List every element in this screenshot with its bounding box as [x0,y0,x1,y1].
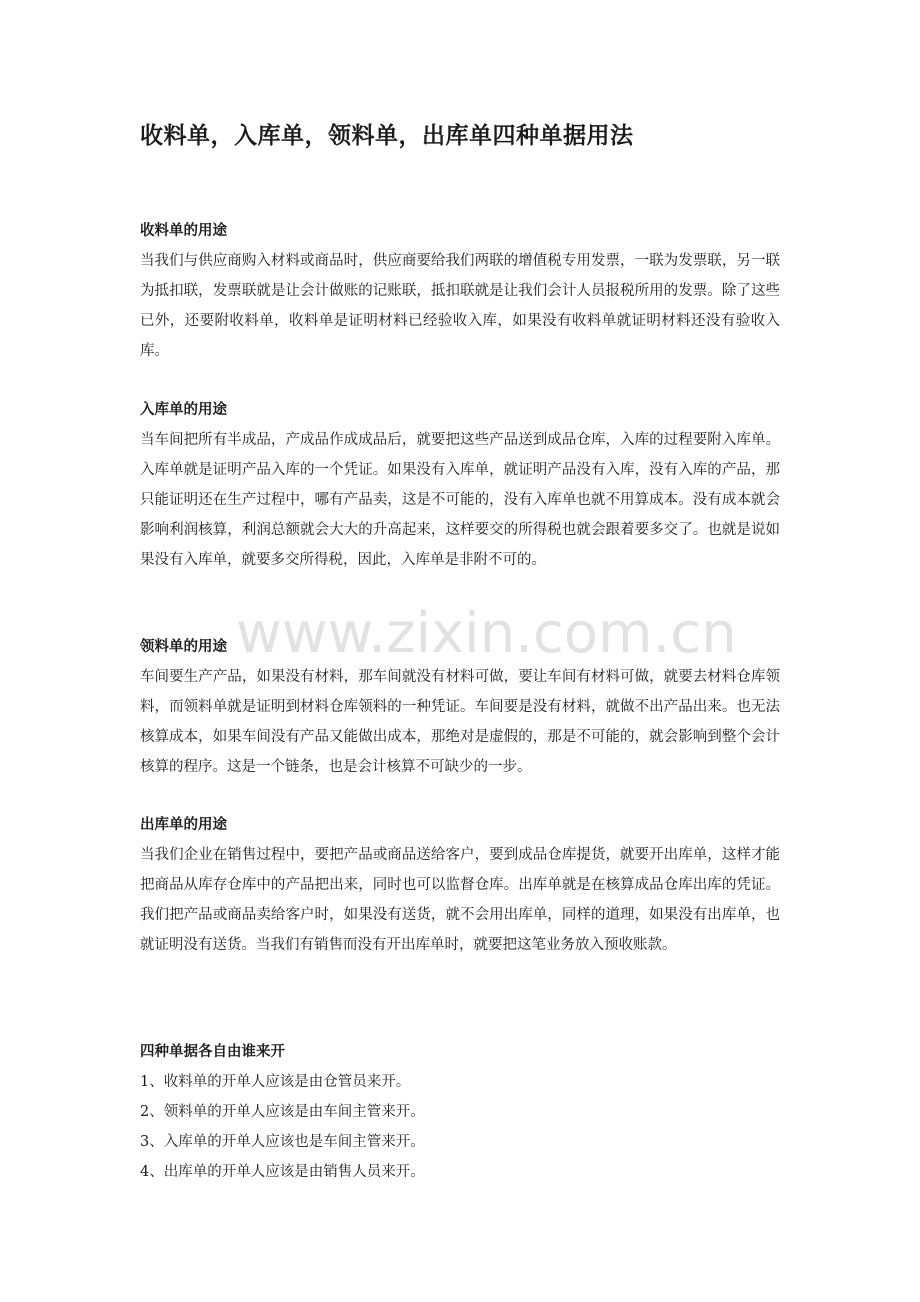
list-item: 2、领料单的开单人应该是由车间主管来开。 [140,1104,425,1120]
section-paragraph: 当我们企业在销售过程中，要把产品或商品送给客户，要到成品仓库提货，就要开出库单，这样才能把商品从库存仓库中的产品把出来，同时也可以监督仓库。出库单就是在核算成品仓库出库的凭证。我们把产品或商品卖给客户时，如果没有送货，就不会用出库单，同样的道理，如果没有出库单，也就证明没有送货。当我们有销售而没有开出库单时，就要把这笔业务放入预收账款。 [140,847,780,953]
document-title: 收料单，入库单，领料单，出库单四种单据用法 [140,123,634,149]
section-issuers [140,1037,780,1187]
section-heading: 四种单据各自由谁来开 [140,1044,285,1060]
section-warehouse-receipt [140,395,780,575]
watermark: www.zixin.com.cn [236,601,737,666]
section-paragraph: 当车间把所有半成品，产成品作成成品后，就要把这些产品送到成品仓库，入库的过程要附入库单。入库单就是证明产品入库的一个凭证。如果没有入库单，就证明产品没有入库，没有入库的产品，那只能证明还在生产过程中，哪有产品卖，这是不可能的，没有入库单也就不用算成本。没有成本就会影响利润核算，利润总额就会大大的升高起来，这样要交的所得税也就会跟着要多交了。也就是说如果没有入库单，就要多交所得税，因此，入库单是非附不可的。 [140,432,780,568]
section-heading: 出库单的用途 [140,817,227,833]
list-item: 4、出库单的开单人应该是由销售人员来开。 [140,1164,425,1180]
list-item: 3、入库单的开单人应该也是车间主管来开。 [140,1134,425,1150]
section-paragraph: 当我们与供应商购入材料或商品时，供应商要给我们两联的增值税专用发票，一联为发票联，另一联为抵扣联，发票联就是让会计做账的记账联，抵扣联就是让我们会计人员报税所用的发票。除了这些已外，还要附收料单，收料单是证明材料已经验收入库，如果没有收料单就证明材料还没有验收入库。 [140,253,780,359]
section-receiving-slip [140,216,780,366]
issuer-list [140,1067,780,1187]
section-heading: 入库单的用途 [140,402,227,418]
list-item: 1、收料单的开单人应该是由仓管员来开。 [140,1074,411,1090]
section-delivery-note [140,810,780,960]
section-material-requisition [140,632,780,782]
section-heading: 收料单的用途 [140,223,227,239]
section-paragraph: 车间要生产产品，如果没有材料，那车间就没有材料可做，要让车间有材料可做，就要去材料仓库领料，而领料单就是证明到材料仓库领料的一种凭证。车间要是没有材料，就做不出产品出来。也无法核算成本，如果车间没有产品又能做出成本，那绝对是虚假的，那是不可能的，就会影响到整个会计核算的程序。这是一个链条，也是会计核算不可缺少的一步。 [140,669,780,775]
section-heading: 领料单的用途 [140,639,227,655]
